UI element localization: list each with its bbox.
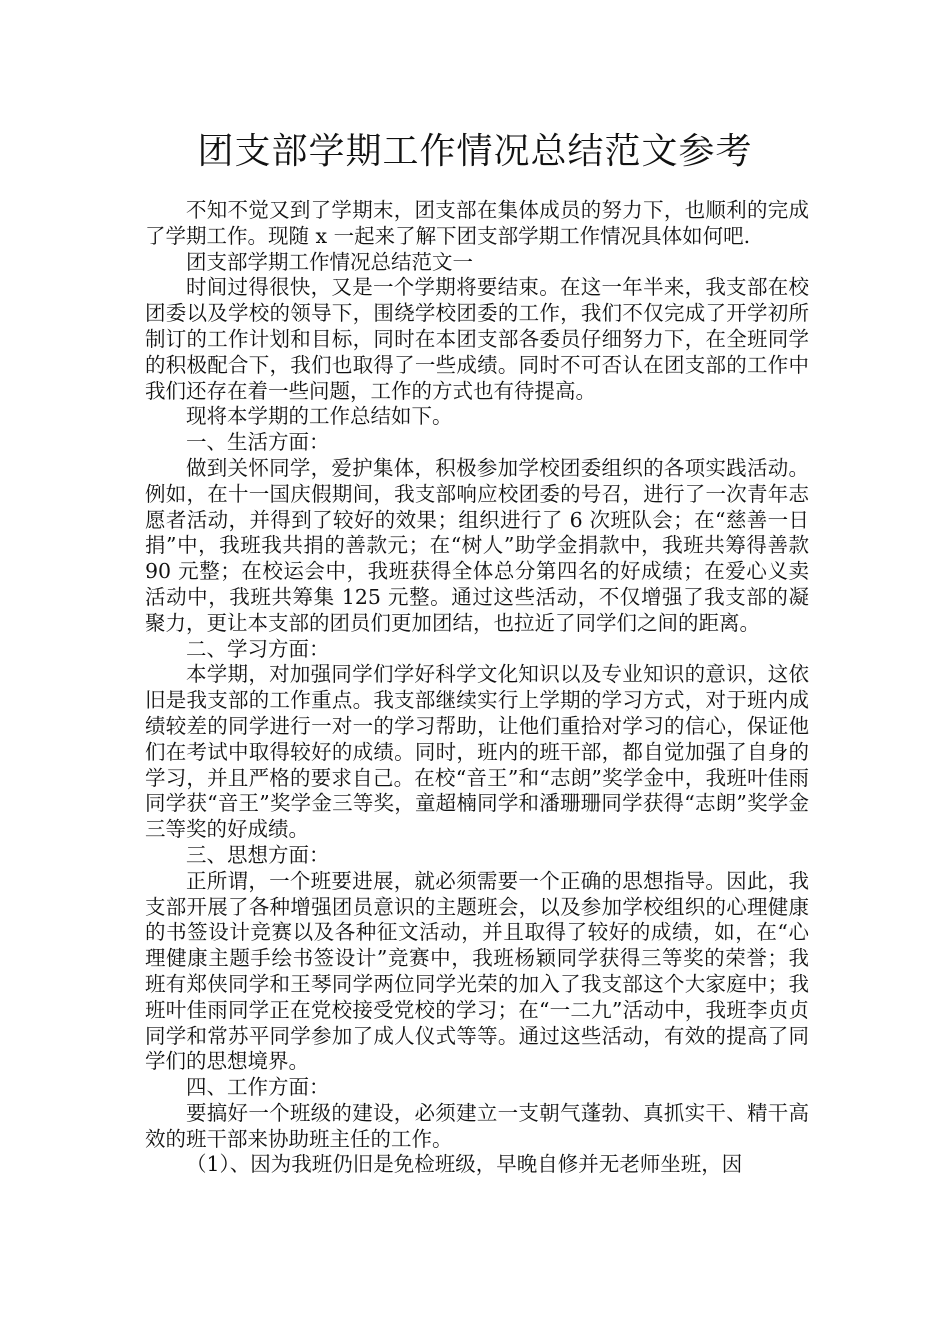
section-heading-sample-one: 团支部学期工作情况总结范文一 bbox=[186, 249, 473, 274]
document-body bbox=[145, 198, 809, 1178]
paragraph-study: 本学期，对加强同学们学好科学文化知识以及专业知识的意识，这依旧是我支部的工作重点。我支部继续实行上学期的学习方式，对于班内成绩较差的同学进行一对一的学习帮助，让他们重拾对学习的信心，保证他们在考试中取得较好的成绩。同时，班内的班干部，都自觉加强了自身的学习，并且严格的要求自己。在校“音王”和“志朗”奖学金中，我班叶佳雨同学获“音王”奖学金三等奖，童超楠同学和潘珊珊同学获得“志朗”奖学金三等奖的好成绩。 bbox=[145, 662, 809, 842]
intro-paragraph: 不知不觉又到了学期末，团支部在集体成员的努力下，也顺利的完成了学期工作。现随 x 一起来了解下团支部学期工作情况具体如何吧. bbox=[145, 198, 809, 248]
paragraph-work: 要搞好一个班级的建设，必须建立一支朝气蓬勃、真抓实干、精干高效的班干部来协助班主任的工作。 bbox=[145, 1100, 809, 1151]
heading-life: 一、生活方面： bbox=[186, 430, 330, 455]
paragraph-summary-intro: 现将本学期的工作总结如下。 bbox=[186, 404, 453, 429]
paragraph-opening: 时间过得很快，又是一个学期将要结束。在这一年半来，我支部在校团委以及学校的领导下，围绕学校团委的工作，我们不仅完成了开学初所制订的工作计划和目标，同时在本团支部各委员仔细努力下，在全班同学的积极配合下，我们也取得了一些成绩。同时不可否认在团支部的工作中我们还存在着一些问题，工作的方式也有待提高。 bbox=[145, 275, 809, 403]
document-title: 团支部学期工作情况总结范文参考 bbox=[197, 131, 753, 172]
paragraph-thought: 正所谓，一个班要进展，就必须需要一个正确的思想指导。因此，我支部开展了各种增强团员意识的主题班会，以及参加学校组织的心理健康的书签设计竞赛以及各种征文活动，并且取得了较好的成绩，如，在“心理健康主题手绘书签设计”竞赛中，我班杨颖同学获得三等奖的荣誉；我班有郑侠同学和王琴同学两位同学光荣的加入了我支部这个大家庭中；我班叶佳雨同学正在党校接受党校的学习；在“一二九”活动中，我班李贞贞同学和常苏平同学参加了成人仪式等等。通过这些活动，有效的提高了同学们的思想境界。 bbox=[145, 868, 809, 1074]
paragraph-work-item-1: （1）、因为我班仍旧是免检班级，早晚自修并无老师坐班，因 bbox=[186, 1152, 743, 1177]
heading-work: 四、工作方面： bbox=[186, 1075, 330, 1100]
paragraph-life: 做到关怀同学，爱护集体，积极参加学校团委组织的各项实践活动。例如，在十一国庆假期间，我支部响应校团委的号召，进行了一次青年志愿者活动，并得到了较好的效果；组织进行了 6 次班队会；在“慈善一日捐”中，我班我共捐的善款元；在“树人”助学金捐款中，我班共筹得善款 90 元整；在校运会中，我班获得全体总分第四名的好成绩；在爱心义卖活动中，我班共筹集 125 元整。通过这些活动，不仅增强了我支部的凝聚力，更让本支部的团员们更加团结，也拉近了同学们之间的距离。 bbox=[145, 455, 809, 635]
heading-thought: 三、思想方面： bbox=[186, 842, 330, 867]
heading-study: 二、学习方面： bbox=[186, 636, 330, 661]
